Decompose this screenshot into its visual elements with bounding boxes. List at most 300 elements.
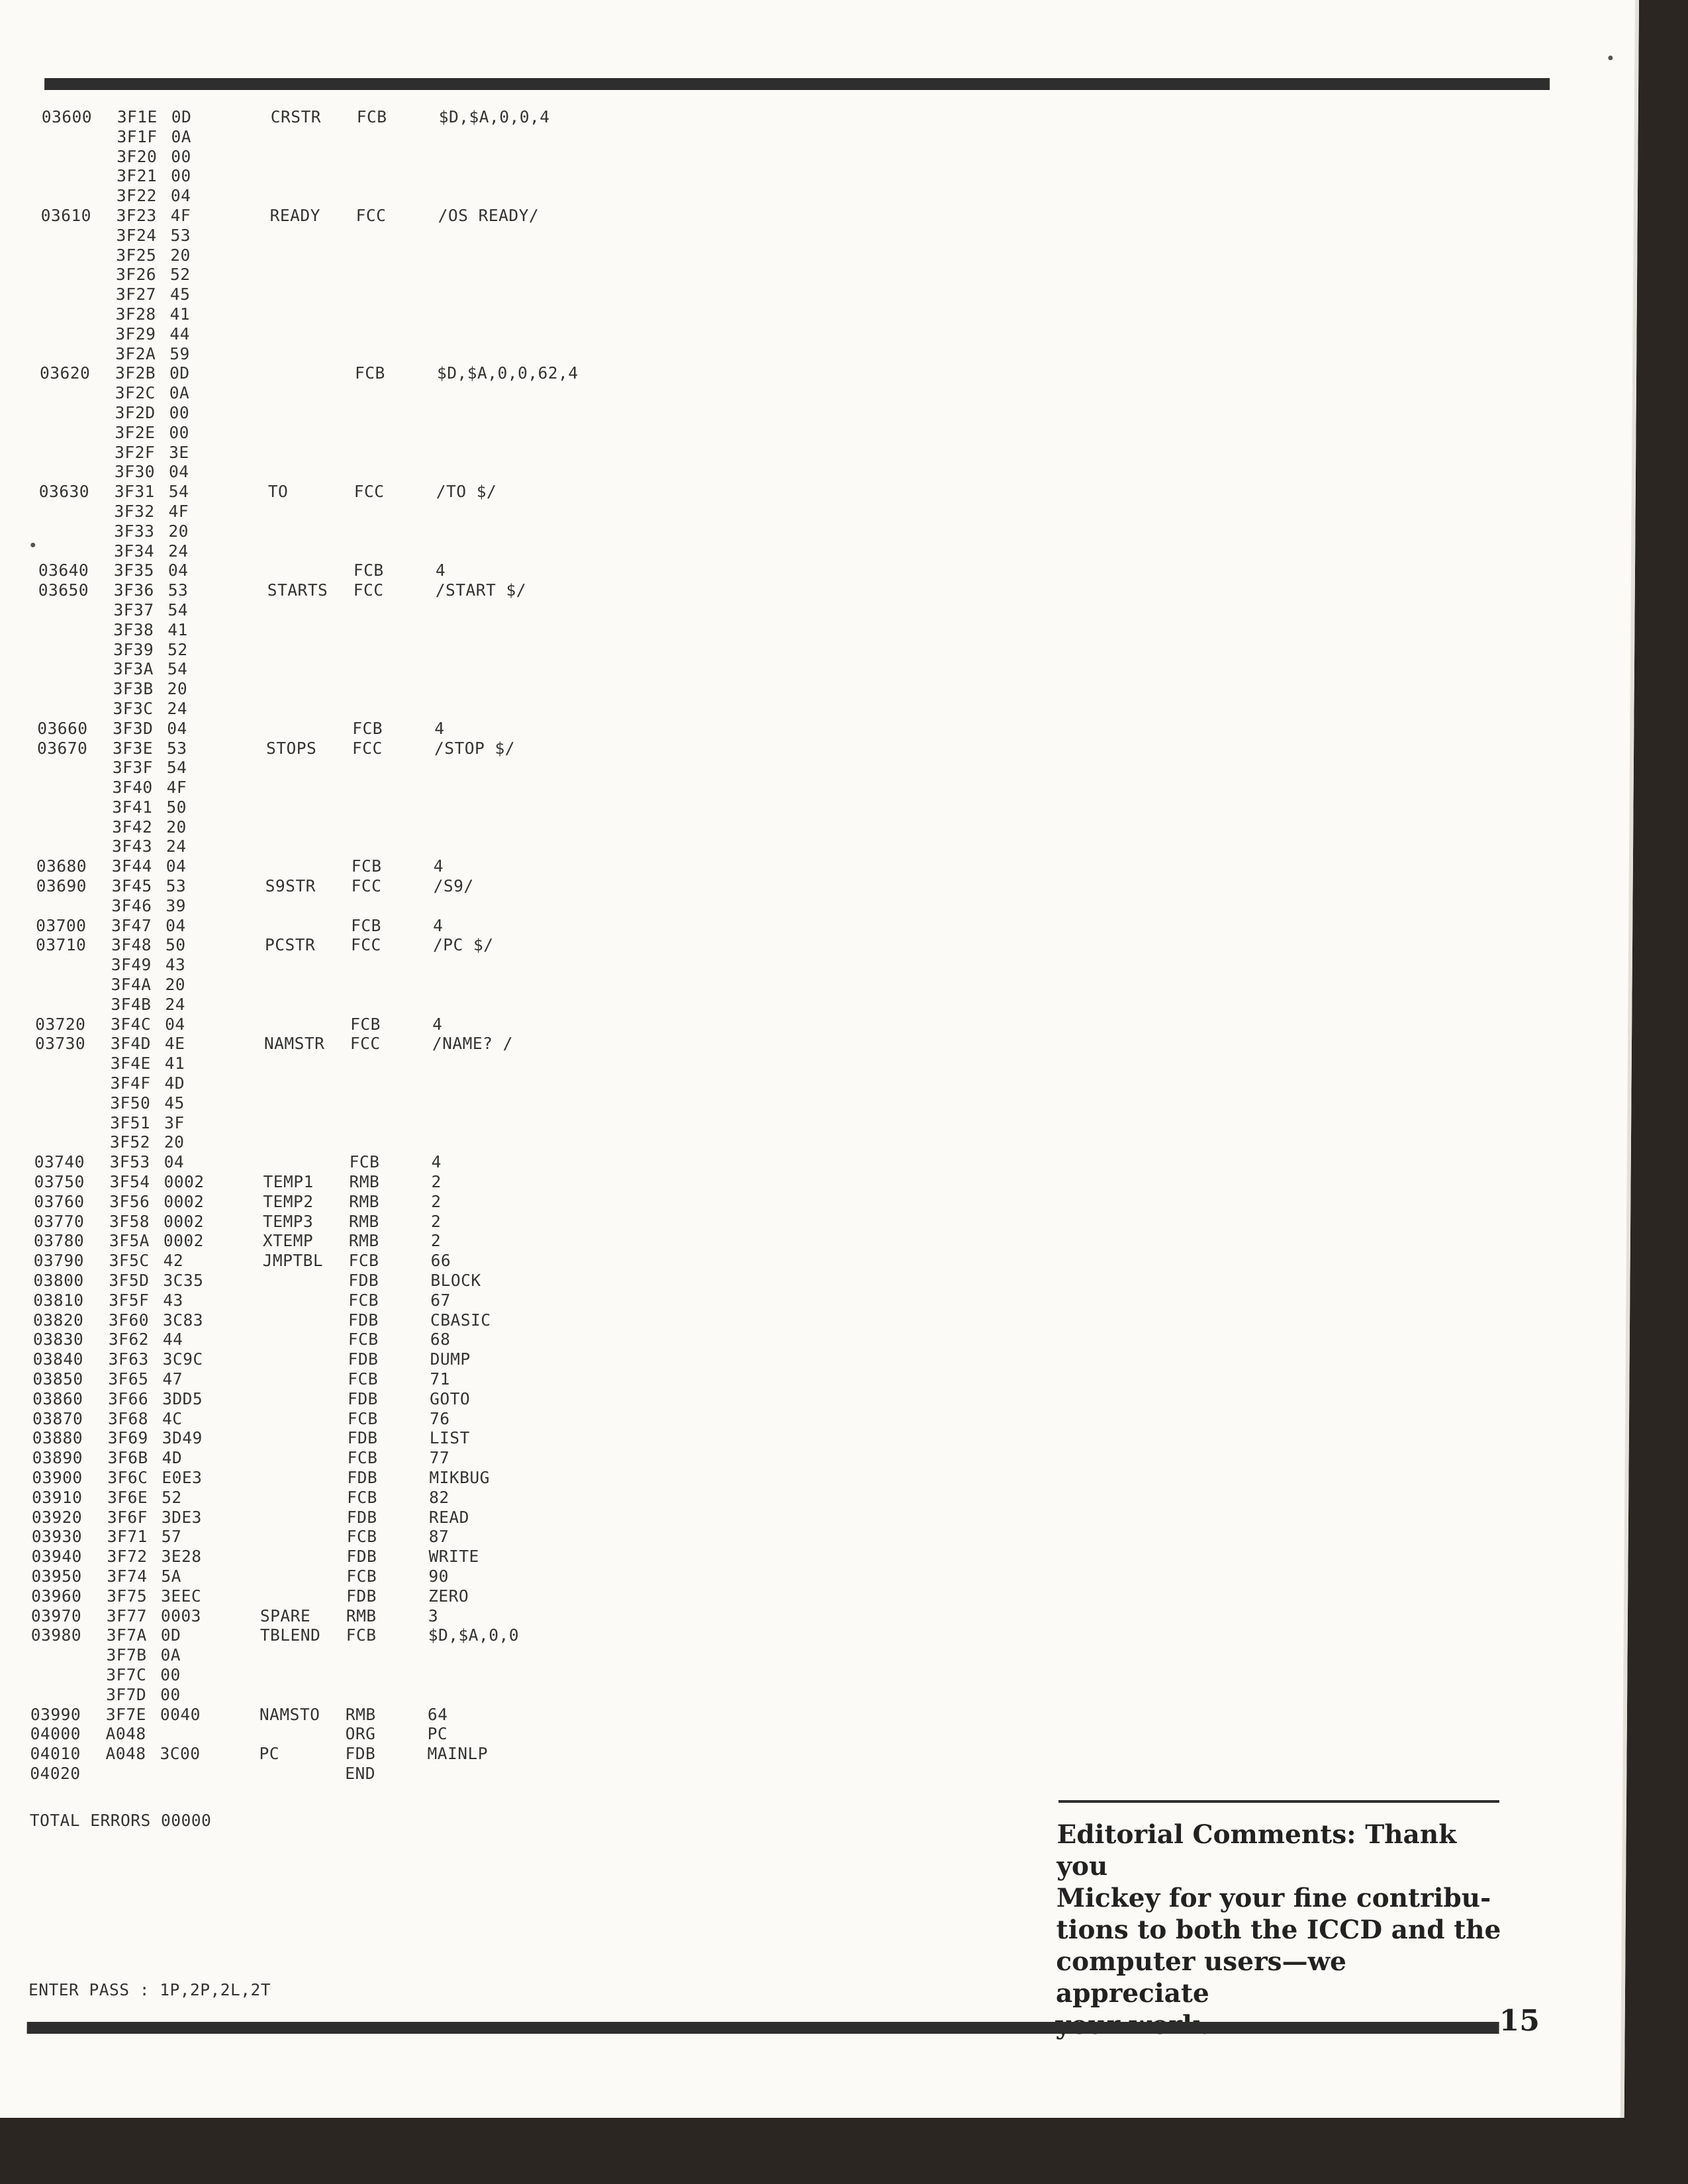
listing-operand: 67 xyxy=(430,1290,451,1310)
listing-line: 04000 xyxy=(30,1724,81,1744)
listing-code: 24 xyxy=(165,837,187,856)
listing-code: 04 xyxy=(165,856,187,876)
listing-line: 03960 xyxy=(31,1586,82,1606)
listing-code: 00 xyxy=(171,166,191,186)
listing-label: XTEMP xyxy=(262,1231,314,1251)
listing-addr: 3F66 xyxy=(108,1388,149,1408)
listing-op: FCC xyxy=(355,205,387,225)
listing-op: RMB xyxy=(349,1211,379,1231)
listing-op: FDB xyxy=(348,1271,379,1291)
listing-addr: 3F74 xyxy=(107,1566,148,1586)
listing-addr: A048 xyxy=(105,1724,146,1744)
listing-addr: 3F65 xyxy=(108,1369,149,1388)
listing-label: STARTS xyxy=(267,580,328,600)
listing-code: E0E3 xyxy=(162,1467,203,1487)
listing-op: FCB xyxy=(347,1487,378,1507)
listing-code: 0D xyxy=(169,363,190,383)
listing-line: 03900 xyxy=(32,1467,83,1487)
listing-addr: 3F5F xyxy=(109,1290,150,1310)
listing-addr: 3F4C xyxy=(111,1014,152,1034)
listing-line: 03850 xyxy=(32,1369,83,1388)
listing-code: 0040 xyxy=(160,1704,201,1724)
listing-code: 3C35 xyxy=(163,1271,204,1291)
listing-operand: $D,$A,0,0,62,4 xyxy=(436,363,579,383)
listing-code: 20 xyxy=(165,975,186,995)
listing-op: FCB xyxy=(350,1014,381,1034)
listing-code: 41 xyxy=(164,1054,185,1073)
listing-label: CRSTR xyxy=(270,107,322,126)
listing-operand: $D,$A,0,0 xyxy=(428,1625,520,1645)
listing-code: 43 xyxy=(163,1290,183,1310)
listing-op: END xyxy=(345,1763,376,1783)
listing-addr: 3F69 xyxy=(107,1428,148,1448)
listing-addr: 3F1E xyxy=(117,107,158,126)
listing-addr: 3F38 xyxy=(113,619,154,639)
listing-code: 0D xyxy=(160,1625,181,1645)
listing-addr: 3F40 xyxy=(112,778,153,797)
listing-addr: 3F7C xyxy=(106,1664,147,1684)
listing-operand: 4 xyxy=(433,856,444,876)
listing-addr: 3F5C xyxy=(109,1251,150,1271)
listing-addr: 3F4E xyxy=(110,1054,151,1073)
listing-addr: 3F33 xyxy=(114,521,155,541)
listing-code: 20 xyxy=(168,521,189,541)
listing-op: FCB xyxy=(347,1448,378,1468)
listing-operand: 2 xyxy=(431,1172,442,1192)
listing-operand: CBASIC xyxy=(430,1310,491,1330)
listing-line: 03930 xyxy=(31,1527,83,1547)
listing-addr: 3F3A xyxy=(113,659,154,679)
bottom-rule xyxy=(27,2022,1499,2034)
listing-addr: 3F23 xyxy=(116,205,157,225)
listing-code: 44 xyxy=(162,1330,183,1349)
listing-code: 24 xyxy=(168,541,189,561)
listing-label: JMPTBL xyxy=(262,1251,324,1271)
listing-code: 41 xyxy=(167,619,188,639)
listing-operand: 90 xyxy=(428,1566,449,1586)
listing-operand: 3 xyxy=(428,1606,439,1625)
listing-addr: 3F35 xyxy=(113,561,155,580)
listing-label: TEMP3 xyxy=(263,1211,314,1231)
listing-addr: 3F28 xyxy=(115,304,156,324)
listing-op: FCB xyxy=(349,1152,380,1172)
listing-line: 03890 xyxy=(32,1448,83,1468)
listing-op: RMB xyxy=(348,1231,379,1251)
listing-code: 3E xyxy=(169,442,189,462)
listing-code: 00 xyxy=(160,1664,181,1684)
listing-code: 3DD5 xyxy=(162,1388,203,1408)
listing-operand: BLOCK xyxy=(430,1271,481,1291)
listing-addr: 3F24 xyxy=(116,225,157,245)
listing-op: FCB xyxy=(347,1408,378,1428)
listing-operand: 71 xyxy=(430,1369,451,1388)
listing-addr: 3F51 xyxy=(110,1113,151,1132)
listing-line: 03860 xyxy=(32,1388,83,1408)
listing-code: 41 xyxy=(169,304,191,324)
listing-label: TEMP2 xyxy=(263,1191,314,1211)
listing-line: 03690 xyxy=(36,876,87,896)
listing-op: FDB xyxy=(348,1310,379,1330)
listing-operand: MIKBUG xyxy=(429,1467,491,1487)
listing-code: 0A xyxy=(160,1645,181,1665)
listing-code: 0002 xyxy=(164,1172,205,1192)
listing-addr: 3F21 xyxy=(117,166,158,186)
listing-line: 03870 xyxy=(32,1408,83,1428)
listing-line: 03730 xyxy=(34,1034,86,1054)
listing-op: FCB xyxy=(348,1251,379,1271)
listing-code: 04 xyxy=(164,1152,185,1172)
listing-code: 3EEC xyxy=(161,1586,202,1606)
listing-operand: DUMP xyxy=(430,1349,471,1369)
page-number: 15 xyxy=(1499,2004,1540,2038)
listing-label: PC xyxy=(259,1744,280,1764)
listing-op: FCB xyxy=(348,1369,379,1388)
listing-code: 00 xyxy=(169,422,190,442)
listing-label: TBLEND xyxy=(259,1625,321,1645)
listing-op: FDB xyxy=(347,1428,378,1448)
listing-addr: 3F53 xyxy=(109,1152,150,1172)
listing-operand: 2 xyxy=(431,1211,442,1231)
listing-op: FCC xyxy=(353,580,384,600)
listing-operand: MAINLP xyxy=(427,1744,489,1764)
listing-line: 03920 xyxy=(31,1507,83,1527)
listing-op: RMB xyxy=(349,1172,380,1192)
listing-code: 0003 xyxy=(160,1606,202,1625)
listing-code: 3C9C xyxy=(162,1349,203,1369)
listing-code: 52 xyxy=(170,265,191,285)
listing-addr: 3F46 xyxy=(111,895,152,915)
listing-addr: 3F7A xyxy=(106,1625,147,1645)
listing-operand: /NAME? / xyxy=(432,1034,514,1054)
listing-op: FDB xyxy=(346,1547,377,1567)
listing-label: NAMSTR xyxy=(263,1034,325,1054)
listing-addr: 3F4B xyxy=(111,994,152,1014)
top-rule xyxy=(44,78,1550,90)
listing-op: FCB xyxy=(348,1330,379,1349)
listing-code: 0A xyxy=(169,383,190,403)
listing-line: 03770 xyxy=(34,1211,85,1231)
listing-addr: 3F63 xyxy=(108,1349,149,1369)
listing-operand: 64 xyxy=(427,1704,448,1724)
listing-code: 0A xyxy=(171,126,192,146)
listing-op: FCB xyxy=(351,856,382,876)
listing-code: 24 xyxy=(165,994,186,1014)
listing-code: 4D xyxy=(164,1073,185,1093)
listing-op: FCB xyxy=(354,363,385,383)
listing-code: 04 xyxy=(167,718,187,738)
listing-operand: ZERO xyxy=(428,1586,469,1606)
listing-operand: GOTO xyxy=(430,1388,471,1408)
listing-operand: WRITE xyxy=(428,1547,479,1567)
listing-addr: 3F7D xyxy=(106,1684,147,1704)
listing-addr: 3F34 xyxy=(114,541,155,561)
listing-code: 20 xyxy=(164,1132,185,1152)
listing-code: 3DE3 xyxy=(161,1507,203,1527)
listing-code: 47 xyxy=(162,1369,183,1388)
listing-label: S9STR xyxy=(265,876,316,896)
listing-addr: 3F39 xyxy=(113,639,154,659)
listing-line: 03600 xyxy=(41,107,93,126)
listing-addr: 3F3F xyxy=(112,758,154,778)
listing-operand: 82 xyxy=(429,1487,449,1507)
listing-op: FCC xyxy=(353,482,385,502)
listing-line: 03830 xyxy=(32,1330,84,1349)
listing-code: 57 xyxy=(161,1527,182,1547)
listing-addr: 3F3C xyxy=(113,698,154,718)
listing-addr: 3F31 xyxy=(114,482,155,502)
listing-label: READY xyxy=(269,205,321,225)
listing-op: FCC xyxy=(350,935,381,955)
listing-code: 50 xyxy=(166,797,187,817)
listing-addr: 3F50 xyxy=(110,1093,151,1113)
listing-line: 03720 xyxy=(35,1014,86,1034)
listing-line: 03950 xyxy=(31,1566,82,1586)
listing-addr: 3F7E xyxy=(105,1704,147,1724)
listing-operand: /S9/ xyxy=(433,876,474,896)
listing-addr: 3F75 xyxy=(107,1586,148,1606)
listing-addr: 3F72 xyxy=(107,1547,148,1567)
listing-addr: 3F2E xyxy=(115,422,156,442)
listing-code: 43 xyxy=(165,955,186,975)
listing-addr: 3F29 xyxy=(115,324,156,343)
listing-line: 03800 xyxy=(33,1271,84,1291)
listing-code: 3C00 xyxy=(160,1744,201,1764)
listing-code: 3F xyxy=(164,1113,185,1132)
listing-code: 00 xyxy=(169,402,190,422)
listing-op: FCB xyxy=(346,1625,377,1645)
listing-operand: 4 xyxy=(431,1152,442,1172)
listing-op: RMB xyxy=(346,1606,377,1625)
listing-operand: 2 xyxy=(431,1191,442,1211)
listing-addr: 3F27 xyxy=(115,285,157,304)
listing-line: 03650 xyxy=(38,580,89,600)
listing-code: 0002 xyxy=(164,1191,205,1211)
listing-addr: 3F30 xyxy=(114,462,156,482)
listing-operand: 4 xyxy=(434,718,445,738)
listing-op: FDB xyxy=(347,1467,378,1487)
listing-addr: 3F32 xyxy=(114,501,155,521)
listing-code: 3D49 xyxy=(162,1428,203,1448)
listing-line: 03940 xyxy=(31,1547,82,1567)
listing-addr: 3F3D xyxy=(113,718,154,738)
listing-addr: 3F2D xyxy=(115,402,156,422)
listing-label: PCSTR xyxy=(264,935,316,955)
listing-code: 20 xyxy=(170,245,191,265)
listing-operand: 68 xyxy=(430,1330,451,1349)
listing-operand: /PC $/ xyxy=(432,935,494,955)
listing-op: FCC xyxy=(351,876,382,896)
listing-addr: 3F48 xyxy=(111,935,152,955)
listing-operand: 2 xyxy=(430,1231,442,1251)
listing-operand: /STOP $/ xyxy=(434,738,516,758)
listing-addr: 3F62 xyxy=(108,1330,149,1349)
listing-addr: 3F44 xyxy=(111,856,152,876)
paper-speck xyxy=(30,543,35,547)
total-errors-line: TOTAL ERRORS 00000 xyxy=(29,1811,212,1830)
listing-operand: /TO $/ xyxy=(436,482,497,502)
listing-code: 4C xyxy=(162,1408,183,1428)
enter-pass-prompt: ENTER PASS : 1P,2P,2L,2T xyxy=(28,1980,271,1999)
listing-operand: LIST xyxy=(429,1428,470,1448)
listing-line: 03750 xyxy=(34,1172,85,1192)
listing-code: 4E xyxy=(164,1034,185,1054)
listing-line: 04010 xyxy=(30,1744,81,1764)
listing-line: 03680 xyxy=(36,856,87,876)
listing-op: FDB xyxy=(345,1744,376,1764)
listing-addr: 3F4D xyxy=(110,1034,152,1054)
listing-addr: 3F4A xyxy=(111,975,152,995)
listing-addr: 3F52 xyxy=(109,1132,151,1152)
listing-line: 03660 xyxy=(37,718,88,738)
listing-code: 04 xyxy=(170,186,191,206)
listing-addr: 3F56 xyxy=(109,1191,150,1211)
listing-addr: 3F4F xyxy=(110,1073,151,1093)
listing-code: 44 xyxy=(169,324,191,343)
listing-code: 53 xyxy=(167,580,189,600)
listing-code: 39 xyxy=(165,895,187,915)
listing-code: 50 xyxy=(165,935,186,955)
listing-line: 03710 xyxy=(35,935,87,955)
listing-op: FCC xyxy=(350,1034,381,1054)
listing-code: 3E28 xyxy=(161,1547,202,1567)
listing-label: TEMP1 xyxy=(263,1172,314,1192)
listing-operand: 4 xyxy=(435,561,446,580)
listing-line: 03620 xyxy=(39,363,91,383)
listing-label: NAMSTO xyxy=(259,1704,320,1724)
listing-code: 4F xyxy=(166,778,187,797)
listing-addr: 3F45 xyxy=(111,876,152,896)
listing-code: 54 xyxy=(167,659,188,679)
listing-addr: 3F6C xyxy=(107,1467,148,1487)
listing-operand: 76 xyxy=(429,1408,450,1428)
listing-line: 03970 xyxy=(30,1606,82,1625)
listing-line: 03810 xyxy=(33,1290,84,1310)
listing-code: 0002 xyxy=(164,1211,205,1231)
listing-addr: 3F20 xyxy=(117,146,158,166)
listing-code: 0002 xyxy=(163,1231,205,1251)
listing-addr: 3F47 xyxy=(111,915,152,935)
listing-op: FCB xyxy=(356,107,387,126)
listing-code: 45 xyxy=(169,285,191,304)
listing-op: FCB xyxy=(346,1566,377,1586)
listing-line: 03630 xyxy=(38,482,90,502)
listing-operand: /START $/ xyxy=(435,580,527,600)
listing-operand: PC xyxy=(427,1724,448,1744)
listing-code: 4F xyxy=(170,205,191,225)
listing-addr: 3F7B xyxy=(106,1645,147,1665)
listing-line: 03910 xyxy=(32,1487,83,1507)
listing-addr: 3F2B xyxy=(115,363,156,383)
listing-addr: 3F43 xyxy=(111,837,153,856)
listing-op: ORG xyxy=(345,1724,376,1744)
listing-addr: 3F54 xyxy=(109,1172,150,1192)
editorial-rule xyxy=(1058,1800,1499,1803)
listing-op: FCB xyxy=(348,1290,379,1310)
listing-addr: 3F60 xyxy=(108,1310,150,1330)
listing-line: 03820 xyxy=(32,1310,84,1330)
listing-line: 03610 xyxy=(40,205,92,225)
listing-addr: 3F42 xyxy=(112,817,153,837)
listing-operand: 4 xyxy=(432,1014,443,1034)
listing-addr: 3F49 xyxy=(111,955,152,975)
listing-addr: 3F6F xyxy=(107,1507,148,1527)
listing-addr: 3F5A xyxy=(109,1231,150,1251)
listing-line: 03790 xyxy=(33,1251,85,1271)
assembly-listing xyxy=(30,107,579,1784)
listing-addr: 3F68 xyxy=(107,1408,149,1428)
listing-code: 3C83 xyxy=(162,1310,204,1330)
editorial-comments: Editorial Comments: Thank you Mickey for your fine contribu- tions to both the ICCD and the computer users—we appreciate xyxy=(1055,1819,1501,2009)
paper-speck xyxy=(1608,56,1613,60)
listing-operand: READ xyxy=(428,1507,470,1527)
listing-op: FDB xyxy=(346,1507,377,1527)
listing-line: 04020 xyxy=(30,1763,81,1783)
listing-line: 03840 xyxy=(32,1349,84,1369)
listing-line: 03880 xyxy=(32,1428,83,1448)
listing-operand: 4 xyxy=(433,915,444,935)
listing-addr: 3F1F xyxy=(117,126,158,146)
listing-op: FDB xyxy=(346,1586,377,1606)
listing-operand: 87 xyxy=(428,1527,449,1547)
listing-code: 04 xyxy=(165,1014,185,1034)
listing-code: 04 xyxy=(165,915,186,935)
listing-op: RMB xyxy=(345,1704,376,1724)
listing-code: 54 xyxy=(167,600,189,619)
listing-label: SPARE xyxy=(259,1606,311,1625)
listing-op: FCB xyxy=(346,1527,377,1547)
listing-addr: 3F6E xyxy=(107,1487,148,1507)
listing-line: 03740 xyxy=(34,1152,85,1172)
listing-code: 53 xyxy=(167,738,187,758)
listing-addr: 3F6B xyxy=(107,1448,148,1468)
listing-label: STOPS xyxy=(266,738,317,758)
listing-operand: /OS READY/ xyxy=(438,205,539,225)
listing-code: 52 xyxy=(162,1487,182,1507)
listing-addr: 3F2A xyxy=(115,343,156,363)
listing-code: 54 xyxy=(168,482,189,502)
listing-line: 03760 xyxy=(34,1191,85,1211)
listing-addr: 3F5D xyxy=(109,1271,150,1291)
listing-line: 03980 xyxy=(30,1625,82,1645)
listing-addr: 3F26 xyxy=(116,265,157,285)
listing-code: 04 xyxy=(167,561,189,580)
listing-addr: 3F37 xyxy=(113,600,154,619)
listing-operand: $D,$A,0,0,4 xyxy=(438,107,550,126)
listing-line: 03700 xyxy=(36,915,87,935)
listing-addr: 3F36 xyxy=(113,580,154,600)
listing-code: 4D xyxy=(162,1448,183,1468)
listing-code: 0D xyxy=(171,107,192,126)
listing-op: FDB xyxy=(348,1349,379,1369)
listing-addr: 3F41 xyxy=(112,797,153,817)
listing-op: FCB xyxy=(352,718,383,738)
listing-op: RMB xyxy=(349,1191,380,1211)
listing-code: 24 xyxy=(167,698,188,718)
listing-code: 20 xyxy=(166,817,187,837)
listing-addr: 3F25 xyxy=(116,245,157,265)
listing-addr: 3F58 xyxy=(109,1211,150,1231)
listing-addr: 3F22 xyxy=(116,186,158,206)
listing-code: 53 xyxy=(165,876,187,896)
listing-label: TO xyxy=(267,482,289,502)
listing-line: 03780 xyxy=(33,1231,85,1251)
listing-operand: 77 xyxy=(429,1448,450,1468)
listing-code: 52 xyxy=(167,639,188,659)
listing-code: 59 xyxy=(169,343,190,363)
listing-code: 45 xyxy=(164,1093,185,1113)
listing-code: 4F xyxy=(168,501,189,521)
listing-addr: 3F3B xyxy=(113,679,154,699)
